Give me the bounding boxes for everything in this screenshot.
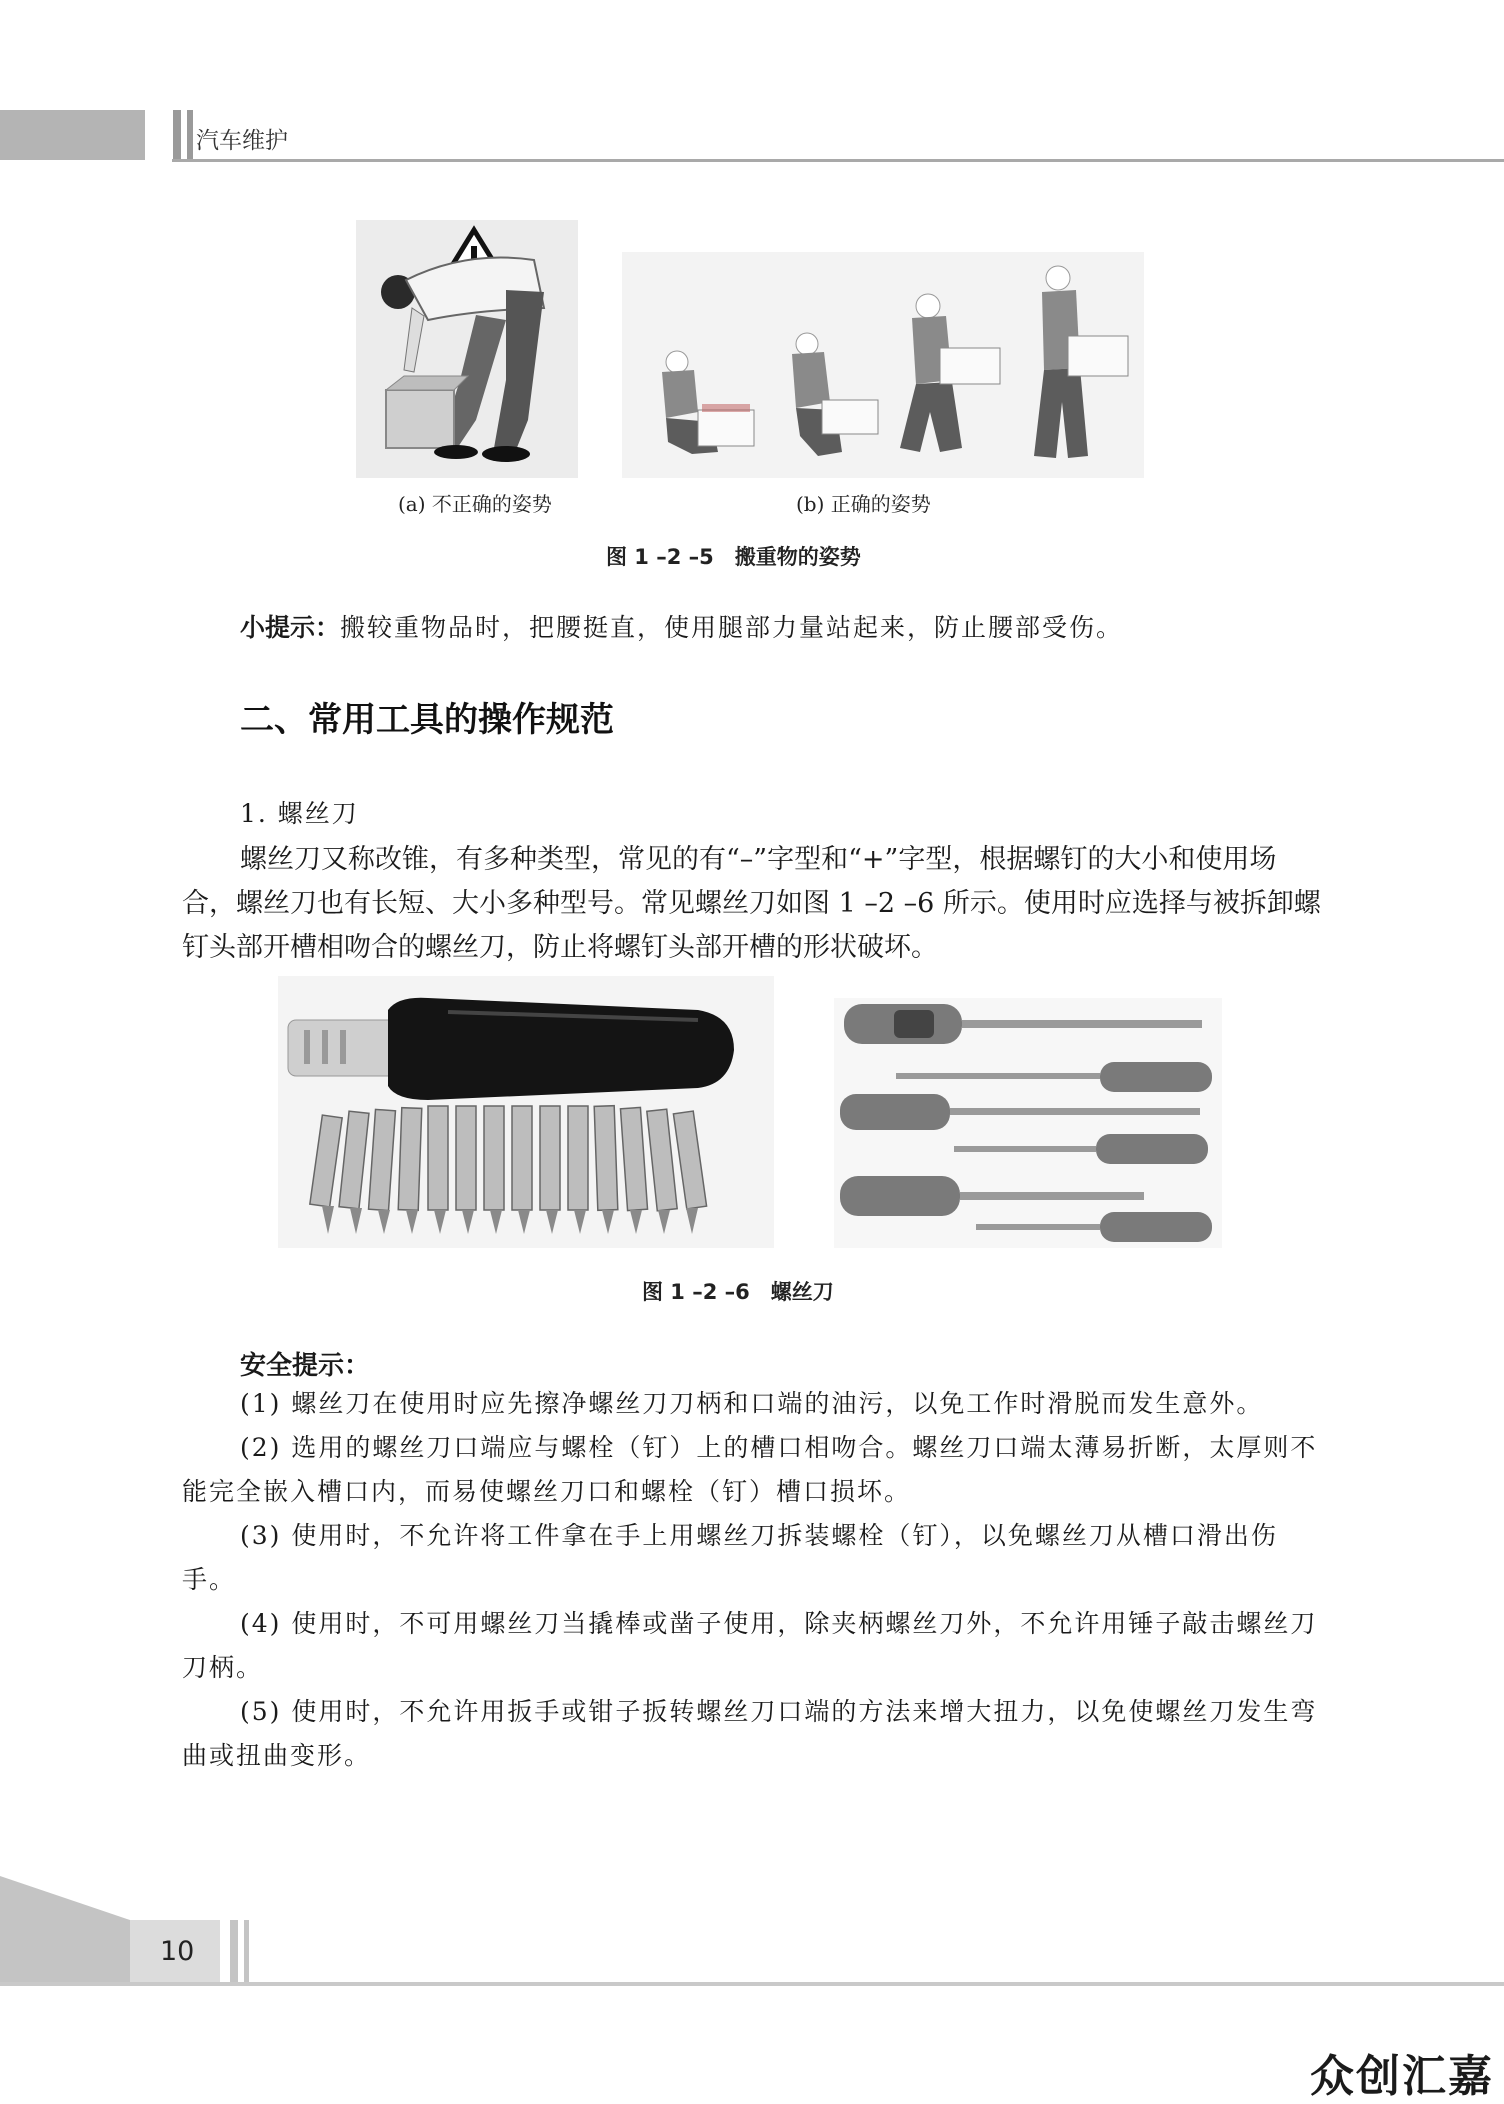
footer-bar [244,1920,249,1982]
figure-caption: 图 1 –2 –5 搬重物的姿势 [606,545,861,569]
photo-incorrect-lifting [356,220,578,478]
page-number: 10 [160,1936,195,1967]
header-bar [187,110,193,160]
running-header-title: 汽车维护 [196,128,288,154]
photo-screwdriver-set [834,998,1222,1248]
photo-screwdriver-bit-set [278,976,774,1248]
tip-text: 搬较重物品时，把腰挺直，使用腿部力量站起来，防止腰部受伤。 [340,613,1124,642]
tip-label: 小提示： [240,613,341,642]
safety-item: (4) 使用时，不可用螺丝刀当撬棒或凿子使用，除夹柄螺丝刀外，不允许用锤子敲击螺丝刀刀柄。 [182,1609,1318,1682]
safety-item: (5) 使用时，不允许用扳手或钳子扳转螺丝刀口端的方法来增大扭力，以免使螺丝刀发生弯曲或扭曲变形。 [182,1697,1318,1770]
body-paragraph [182,838,1322,970]
header-bar [173,110,181,160]
subcaption-b: (b) 正确的姿势 [796,492,931,516]
watermark-logo: 众创汇嘉 [1310,2051,1494,2102]
footer-rule [0,1982,1504,1986]
paragraph-text: 螺丝刀又称改锥，有多种类型，常见的有“–”字型和“+”字型，根据螺钉的大小和使用场合，螺丝刀也有长短、大小多种型号。常见螺丝刀如图 1 –2 –6 所示。使用时应选择与被拆卸螺钉头部开槽相吻合的螺丝刀，防止将螺钉头部开槽的形状破坏。 [182,844,1321,963]
safety-item: (1) 螺丝刀在使用时应先擦净螺丝刀刀柄和口端的油污，以免工作时滑脱而发生意外。 [240,1389,1264,1418]
figure-caption: 图 1 –2 –6 螺丝刀 [642,1280,834,1304]
subsection-title: 1. 螺丝刀 [240,799,359,828]
header-rule [172,159,1504,162]
header-block [0,110,145,160]
footer-bar [230,1920,238,1982]
subcaption-a: (a) 不正确的姿势 [398,492,552,516]
footer-decoration [0,1876,130,1984]
tip-line [240,608,1123,644]
safety-item: (3) 使用时，不允许将工件拿在手上用螺丝刀拆装螺栓（钉），以免螺丝刀从槽口滑出伤手。 [182,1521,1278,1594]
safety-list [182,1382,1322,1778]
safety-item: (2) 选用的螺丝刀口端应与螺栓（钉）上的槽口相吻合。螺丝刀口端太薄易折断，太厚则不能完全嵌入槽口内，而易使螺丝刀口和螺栓（钉）槽口损坏。 [182,1433,1318,1506]
photo-correct-lifting [622,252,1144,478]
section-heading: 二、常用工具的操作规范 [240,700,614,740]
safety-title: 安全提示： [240,1351,371,1381]
